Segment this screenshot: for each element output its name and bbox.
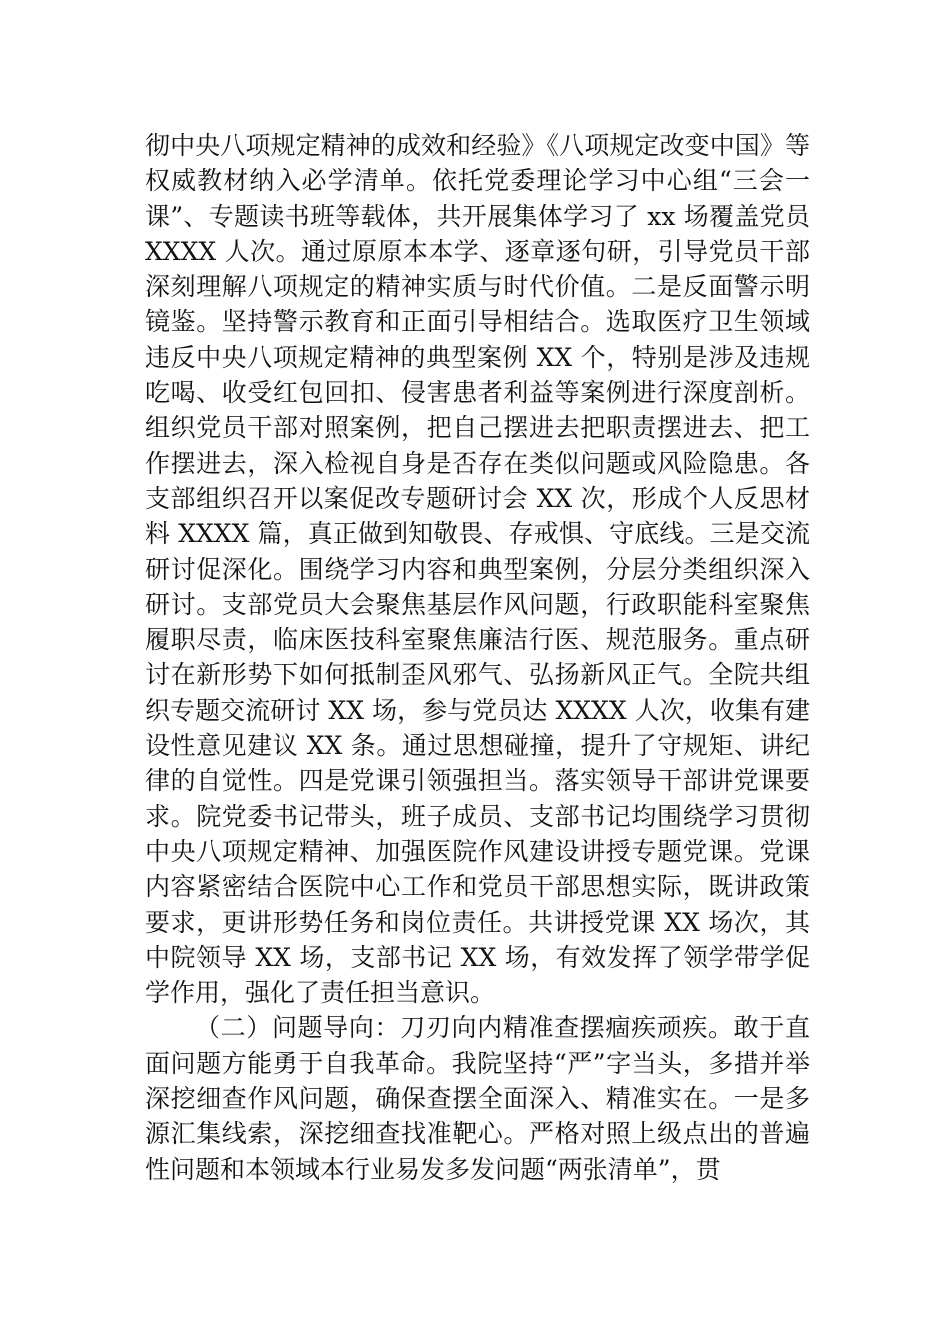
body-paragraph: 彻中央八项规定精神的成效和经验》《八项规定改变中国》等权威教材纳入必学清单。依托党委理论学习中心组“三会一课”、专题读书班等载体，共开展集体学习了 xx 场覆盖党员 XXXX 人次。通过原原本本学、逐章逐句研，引导党员干部深刻理解八项规定的精神实质与时代价值。二是反面警示明镜鉴。坚持警示教育和正面引导相结合。选取医疗卫生领域违反中央八项规定精神的典型案例 XX 个，特别是涉及违规吃喝、收受红包回扣、侵害患者利益等案例进行深度剖析。组织党员干部对照案例，把自己摆进去把职责摆进去、把工作摆进去，深入检视自身是否存在类似问题或风险隐患。各支部组织召开以案促改专题研讨会 XX 次，形成个人反思材料 XXXX 篇，真正做到知敬畏、存戒惧、守底线。三是交流研讨促深化。围绕学习内容和典型案例，分层分类组织深入研讨。支部党员大会聚焦基层作风问题，行政职能科室聚焦履职尽责，临床医技科室聚焦廉洁行医、规范服务。重点研讨在新形势下如何抵制歪风邪气、弘扬新风正气。全院共组织专题交流研讨 XX 场，参与党员达 XXXX 人次，收集有建设性意见建议 XX 条。通过思想碰撞，提升了守规矩、讲纪律的自觉性。四是党课引领强担当。落实领导干部讲党课要求。院党委书记带头，班子成员、支部书记均围绕学习贯彻中央八项规定精神、加强医院作风建设讲授专题党课。党课内容紧密结合医院中心工作和党员干部思想实际，既讲政策要求，更讲形势任务和岗位责任。共讲授党课 XX 场次，其中院领导 XX 场，支部书记 XX 场，有效发挥了领学带学促学作用，强化了责任担当意识。	[145, 131, 810, 1008]
document-body	[145, 128, 810, 1187]
section-paragraph: （二）问题导向：刀刃向内精准查摆痼疾顽疾。敢于直面问题方能勇于自我革命。我院坚持“严”字当头，多措并举深挖细查作风问题，确保查摆全面深入、精准实在。一是多源汇集线索，深挖细查找准靶心。严格对照上级点出的普遍性问题和本领域本行业易发多发问题“两张清单”，贯	[145, 1013, 810, 1184]
